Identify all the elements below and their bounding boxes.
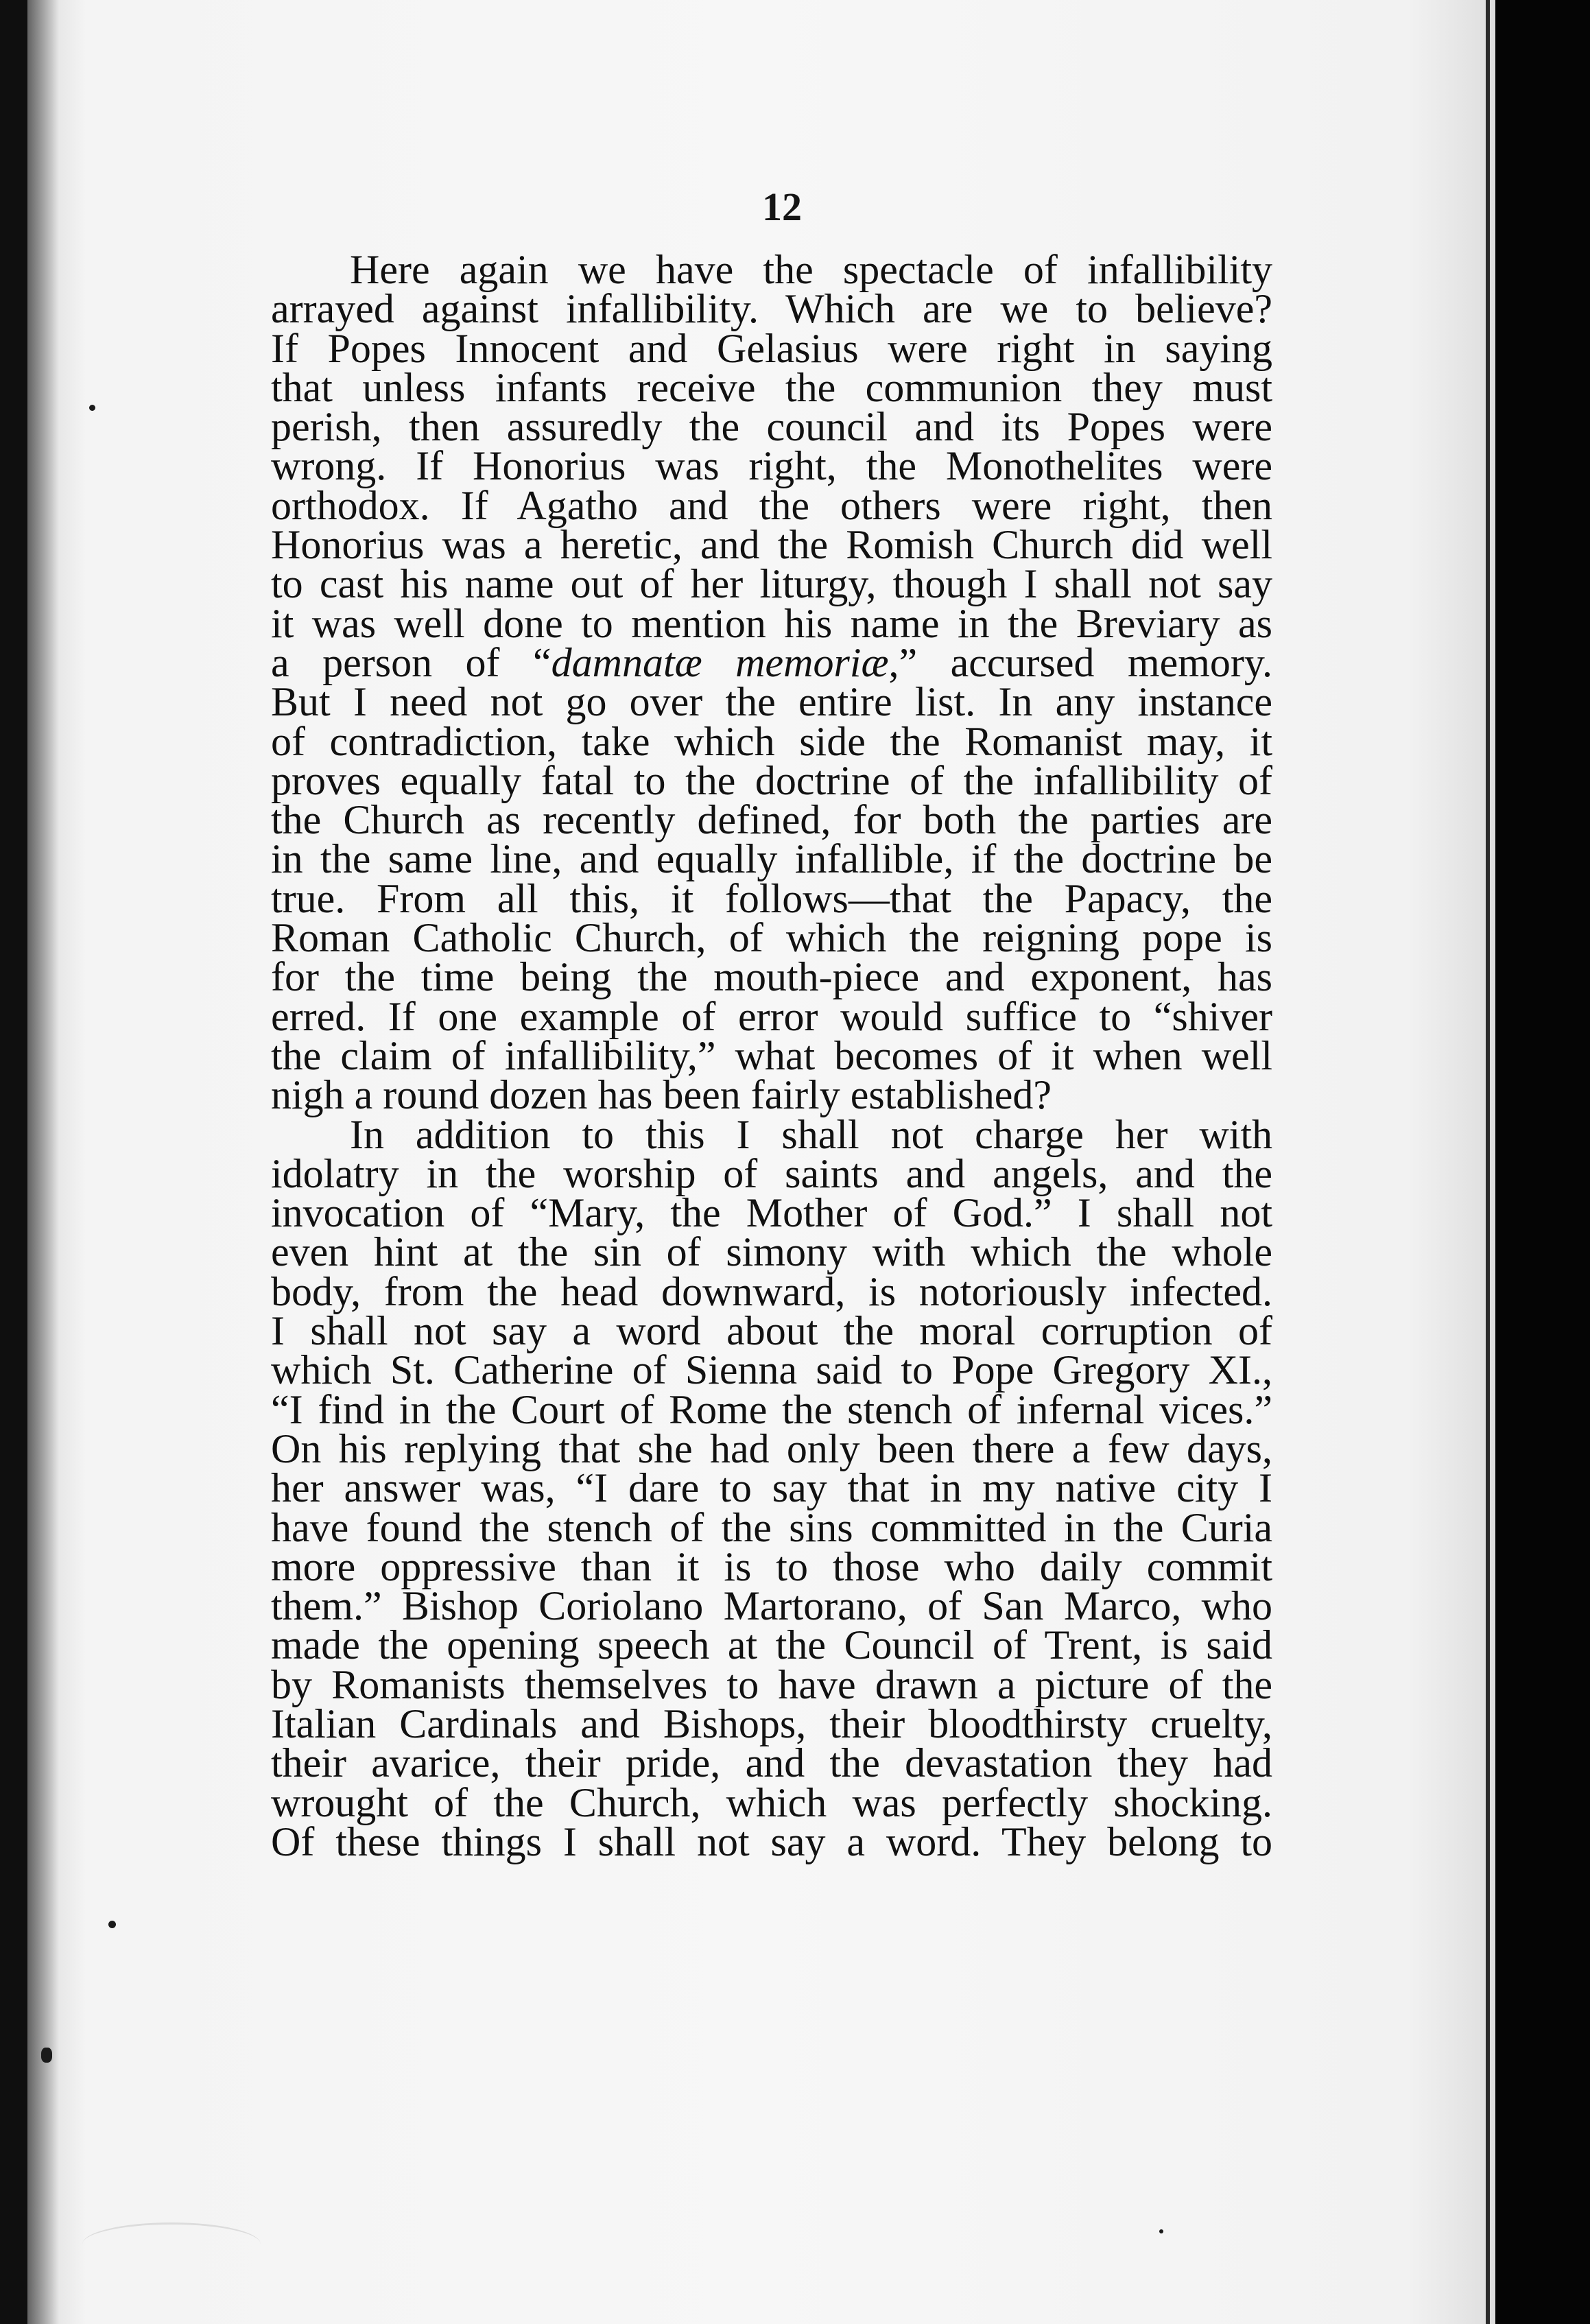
page-number: 12 [762,185,802,229]
ink-speck [108,1921,116,1928]
text-line: her answer was, “I dare to say that in my native city I [271,1465,1272,1511]
page-edge-line [1486,0,1490,2324]
body-text [271,247,1273,1864]
text-line: If Popes Innocent and Gelasius were right in saying [271,325,1272,371]
scanner-edge [1495,0,1590,2324]
text-line: have found the stench of the sins committed in the Curia [271,1504,1272,1550]
text-line: for the time being the mouth-piece and exponent, has [271,954,1272,1000]
latin-phrase: damnatæ memoriæ [551,639,889,685]
text-line: even hint at the sin of simony with which the whole [271,1229,1272,1275]
text-line: them.” Bishop Coriolano Martorano, of San Marco, who [271,1583,1272,1629]
text-line: by Romanists themselves to have drawn a picture of the [271,1661,1272,1707]
text-line: idolatry in the worship of saints and angels, and the [271,1150,1272,1196]
text-line: perish, then assuredly the council and its Popes were [271,404,1272,450]
text-line: Roman Catholic Church, of which the reigning pope is [271,915,1272,961]
ink-speck [41,2048,52,2063]
text-line: a person of “damnatæ memoriæ,” accursed memory. [271,639,1273,685]
text-line: Here again we have the spectacle of infallibility [350,247,1272,292]
text-line: orthodox. If Agatho and the others were right, then [271,482,1272,528]
text-line: wrought of the Church, which was perfectly shocking. [271,1779,1272,1825]
text-line: erred. If one example of error would suffice to “shiver [271,993,1272,1039]
text-line: arrayed against infallibility. Which are we to believe? [271,286,1272,332]
text-line: Italian Cardinals and Bishops, their bloodthirsty cruelty, [271,1700,1272,1746]
text-line: true. From all this, it follows—that the Papacy, the [271,875,1272,921]
text-line: “I find in the Court of Rome the stench of infernal vices.” [271,1386,1272,1432]
text-line: to cast his name out of her liturgy, though I shall not say [271,561,1272,607]
text-line: In addition to this I shall not charge her with [350,1111,1272,1157]
text-line: I shall not say a word about the moral corruption of [271,1308,1272,1354]
text-line: which St. Catherine of Sienna said to Pope Gregory XI., [271,1347,1272,1393]
text-line: the claim of infallibility,” what becomes of it when well [271,1032,1272,1078]
text-line: body, from the head downward, is notoriously infected. [271,1268,1272,1314]
text-line: it was well done to mention his name in the Breviary as [271,600,1272,646]
paper-scratch [82,2222,261,2266]
text-line: more oppressive than it is to those who daily commit [271,1543,1272,1589]
text-line: their avarice, their pride, and the devastation they had [271,1740,1272,1786]
text-line: But I need not go over the entire list. In any instance [271,679,1272,725]
ink-speck [89,405,95,411]
text-line: the Church as recently defined, for both the parties are [271,797,1272,843]
text-line: wrong. If Honorius was right, the Monothelites were [271,443,1272,489]
text-line: Honorius was a heretic, and the Romish Church did well [271,522,1272,568]
text-line: of contradiction, take which side the Romanist may, it [271,718,1272,764]
text-line: invocation of “Mary, the Mother of God.” I shall not [271,1190,1272,1236]
text-line: proves equally fatal to the doctrine of the infallibility of [271,757,1272,803]
text-line: that unless infants receive the communion they must [271,364,1272,410]
text-line: in the same line, and equally infallible, if the doctrine be [271,836,1272,882]
text-line: Of these things I shall not say a word. They belong to [271,1818,1272,1864]
text-line: nigh a round dozen has been fairly established? [271,1072,1052,1118]
text-line: made the opening speech at the Council of Trent, is said [271,1622,1272,1668]
binding-shadow [27,0,59,2324]
ink-speck [1159,2229,1163,2233]
text-line: On his replying that she had only been there a few days, [271,1425,1272,1471]
